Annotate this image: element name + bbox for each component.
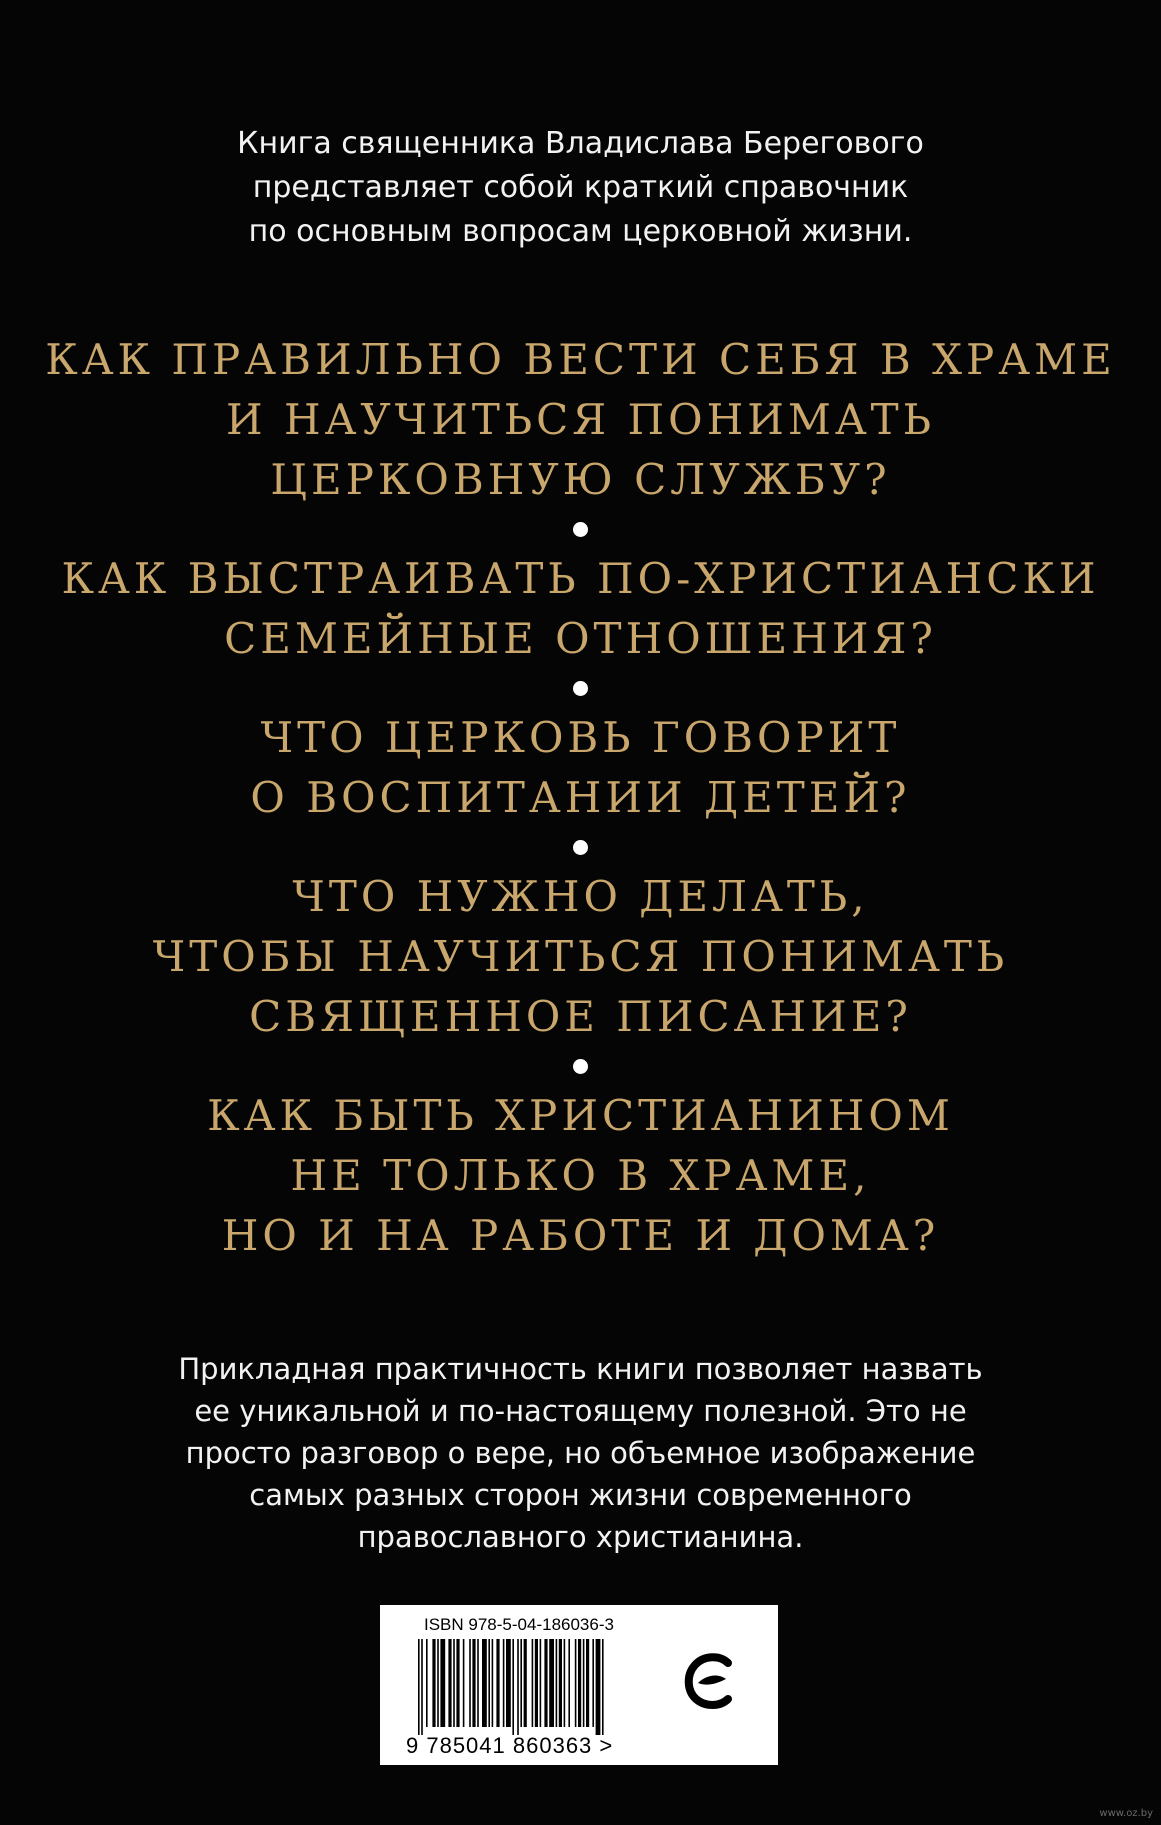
question-line: ЧТО ЦЕРКОВЬ ГОВОРИТ: [260, 713, 901, 762]
barcode-bar: [503, 1639, 505, 1727]
outro-line: Прикладная практичность книги позволяет назвать: [178, 1352, 983, 1386]
barcode-bar: [517, 1639, 519, 1735]
barcode-bar: [488, 1639, 490, 1727]
question-4: [30, 867, 1131, 1047]
barcode-bar: [453, 1639, 455, 1727]
barcode-bar: [437, 1639, 439, 1727]
bullet-separator: [573, 522, 588, 537]
questions-list: [30, 330, 1131, 1266]
barcode-bar: [578, 1639, 581, 1727]
question-line: ЧТО НУЖНО ДЕЛАТЬ,: [292, 872, 869, 921]
barcode-bar: [602, 1639, 604, 1735]
barcode-bar: [472, 1639, 475, 1727]
bullet-separator: [573, 1059, 588, 1074]
question-3: [30, 708, 1131, 828]
barcode-bar: [440, 1639, 445, 1727]
eksmo-logo-icon: [680, 1649, 742, 1715]
question-2: [30, 549, 1131, 669]
barcode-bar: [535, 1639, 538, 1727]
barcode-bar: [575, 1639, 577, 1727]
barcode-bar: [456, 1639, 459, 1727]
barcode-bar: [492, 1639, 494, 1727]
question-line: СВЯЩЕННОЕ ПИСАНИЕ?: [249, 992, 912, 1041]
question-line: КАК ВЫСТРАИВАТЬ ПО-ХРИСТИАНСКИ: [61, 554, 1100, 603]
intro-line: Книга священника Владислава Берегового: [237, 126, 924, 161]
barcode-bar: [512, 1639, 514, 1735]
barcode-bar: [506, 1639, 511, 1727]
intro-paragraph: [80, 122, 1081, 254]
barcode-bar: [556, 1639, 558, 1727]
question-line: И НАУЧИТЬСЯ ПОНИМАТЬ: [225, 395, 935, 444]
barcode-bar: [564, 1639, 566, 1727]
barcode-bar: [549, 1639, 554, 1727]
barcode-bar: [586, 1639, 589, 1727]
barcode-bar: [432, 1639, 435, 1727]
barcode-bars: [418, 1639, 664, 1735]
intro-line: представляет собой краткий справочник: [252, 170, 909, 205]
barcode-bar: [520, 1639, 522, 1727]
question-1: [30, 330, 1131, 510]
question-line: О ВОСПИТАНИИ ДЕТЕЙ?: [250, 773, 911, 822]
barcode-bar: [482, 1639, 487, 1727]
barcode-bar: [540, 1639, 542, 1727]
barcode-bar: [477, 1639, 479, 1727]
intro-line: по основным вопросам церковной жизни.: [248, 214, 913, 249]
outro-line: ее уникальной и по-настоящему полезной. Это не: [194, 1394, 967, 1428]
barcode-bar: [559, 1639, 562, 1727]
barcode-bar: [532, 1639, 534, 1727]
outro-line: самых разных сторон жизни современного: [249, 1478, 912, 1512]
question-5: [30, 1086, 1131, 1266]
barcode-bar: [544, 1639, 547, 1727]
barcode-bar: [463, 1639, 465, 1727]
barcode-bar: [469, 1639, 471, 1727]
barcode-bar: [496, 1639, 499, 1727]
question-line: ЧТОБЫ НАУЧИТЬСЯ ПОНИМАТЬ: [152, 932, 1009, 981]
watermark: www.oz.by: [1099, 1808, 1153, 1819]
question-line: КАК ПРАВИЛЬНО ВЕСТИ СЕБЯ В ХРАМЕ: [45, 335, 1116, 384]
barcode-bar: [418, 1639, 420, 1735]
question-line: НЕ ТОЛЬКО В ХРАМЕ,: [290, 1151, 871, 1200]
barcode-bar: [448, 1639, 451, 1727]
barcode-bar: [524, 1639, 527, 1727]
bullet-separator: [573, 681, 588, 696]
barcode-bar: [421, 1639, 423, 1735]
barcode-digits: 9 785041 860363 >: [406, 1733, 614, 1758]
barcode-bar: [596, 1639, 601, 1735]
barcode-bar: [426, 1639, 428, 1727]
barcode-bar: [592, 1639, 594, 1727]
outro-line: просто разговор о вере, но объемное изображение: [185, 1436, 976, 1470]
outro-paragraph: [60, 1348, 1101, 1558]
barcode-bar: [568, 1639, 570, 1727]
bullet-separator: [573, 840, 588, 855]
barcode-panel: [380, 1605, 778, 1765]
question-line: СЕМЕЙНЫЕ ОТНОШЕНИЯ?: [224, 614, 937, 663]
isbn-label: ISBN 978-5-04-186036-3: [424, 1615, 614, 1634]
question-line: НО И НА РАБОТЕ И ДОМА?: [221, 1211, 940, 1260]
question-line: КАК БЫТЬ ХРИСТИАНИНОМ: [207, 1091, 954, 1140]
barcode-bar: [583, 1639, 585, 1727]
outro-line: православного христианина.: [357, 1520, 804, 1554]
question-line: ЦЕРКОВНУЮ СЛУЖБУ?: [270, 455, 891, 504]
